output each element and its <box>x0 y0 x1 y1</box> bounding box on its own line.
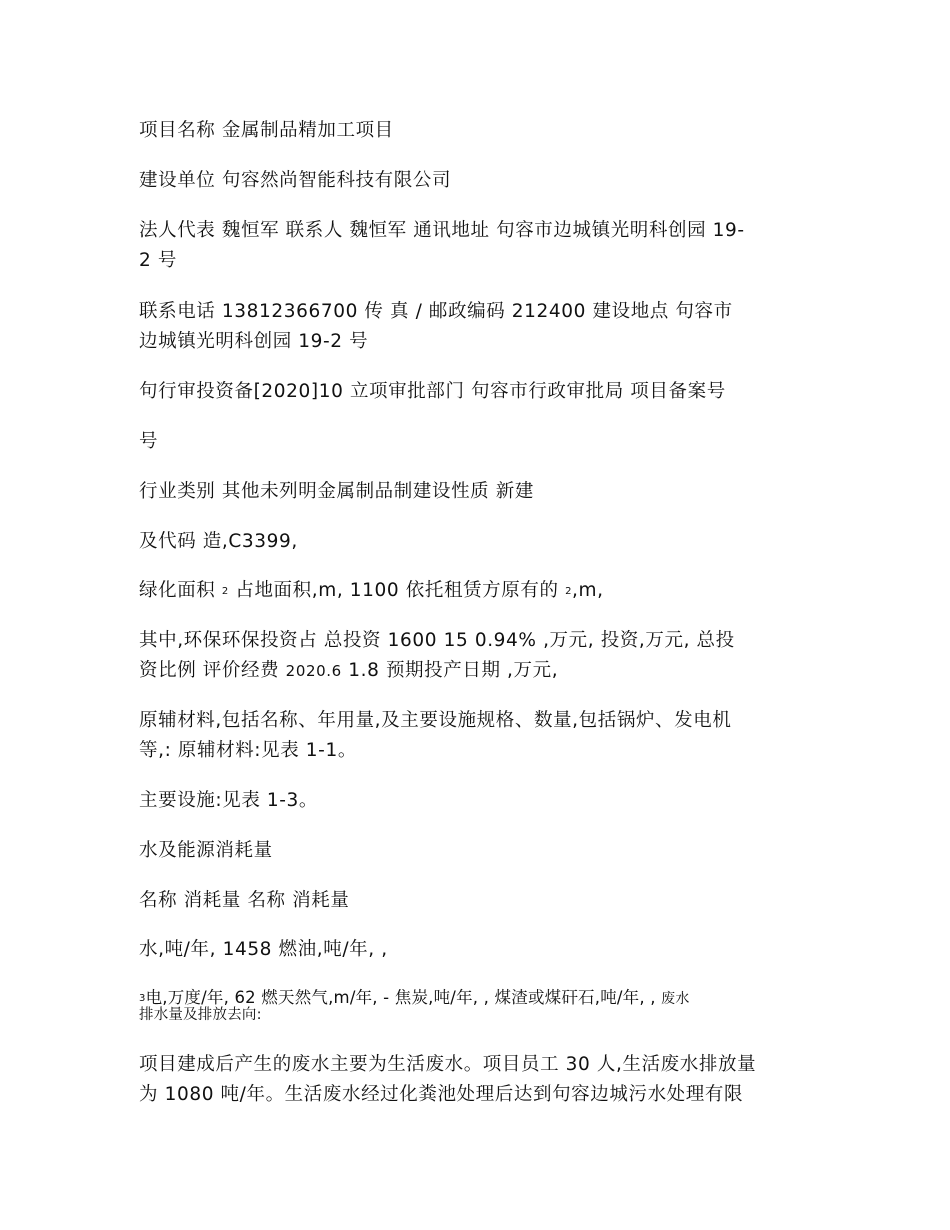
land-area-unit: ,m, <box>572 580 604 601</box>
industry-code-line: 及代码 造,C3399, <box>139 531 298 552</box>
discharge-direction-line: 排水量及排放去向: <box>139 1007 262 1023</box>
water-energy-heading: 水及能源消耗量 <box>139 840 273 861</box>
approval-line-cont: 号 <box>139 431 159 452</box>
phone-line: 联系电话 13812366700 传 真 / 邮政编码 212400 建设地点 句容市 <box>139 301 733 322</box>
wastewater-paragraph-line1: 项目建成后产生的废水主要为生活废水。项目员工 30 人,生活废水排放量 <box>139 1054 757 1075</box>
consumption-header-line: 名称 消耗量 名称 消耗量 <box>139 890 350 911</box>
construction-unit-line: 建设单位 句容然尚智能科技有限公司 <box>139 170 452 191</box>
legal-rep-line: 法人代表 魏恒军 联系人 魏恒军 通讯地址 句容市边城镇光明科创园 19- <box>139 220 745 241</box>
green-area-line <box>139 576 819 607</box>
wastewater-paragraph-line2: 为 1080 吨/年。生活废水经过化粪池处理后达到句容边城污水处理有限 <box>139 1084 744 1105</box>
land-area-superscript: 2 <box>565 586 573 597</box>
green-area-label: 绿化面积 <box>139 580 216 601</box>
phone-line-cont: 边城镇光明科创园 19-2 号 <box>139 331 369 352</box>
investment-ratio-text: 资比例 评价经费 <box>139 660 280 681</box>
investment-line: 其中,环保环保投资占 总投资 1600 15 0.94% ,万元, 投资,万元, 总投 <box>139 630 735 651</box>
wastewater-label: 废水 <box>661 991 690 1007</box>
electricity-text: 电,万度/年, 62 燃天然气,m/年, - 焦炭,吨/年, , 煤渣或煤矸石,吨/年, , <box>145 988 656 1007</box>
raw-materials-line: 原辅材料,包括名称、年用量,及主要设施规格、数量,包括锅炉、发电机 <box>139 710 732 731</box>
main-facilities-line: 主要设施:见表 1-3。 <box>139 790 319 811</box>
electricity-superscript: 3 <box>139 993 146 1004</box>
evaluation-fee-text: 1.8 预期投产日期 ,万元, <box>348 660 559 681</box>
land-area-text: 占地面积,m, 1100 依托租赁方原有的 <box>235 580 559 601</box>
industry-line: 行业类别 其他未列明金属制品制建设性质 新建 <box>139 481 534 502</box>
raw-materials-line-cont: 等,: 原辅材料:见表 1-1。 <box>139 740 357 761</box>
project-name-line: 项目名称 金属制品精加工项目 <box>139 120 394 141</box>
approval-line: 句行审投资备[2020]10 立项审批部门 句容市行政审批局 项目备案号 <box>139 381 726 402</box>
water-consumption-line: 水,吨/年, 1458 燃油,吨/年, , <box>139 939 388 960</box>
evaluation-date: 2020.6 <box>285 662 342 680</box>
green-area-superscript: 2 <box>221 586 229 597</box>
investment-line-cont <box>139 656 819 686</box>
legal-rep-line-cont: 2 号 <box>139 250 177 271</box>
